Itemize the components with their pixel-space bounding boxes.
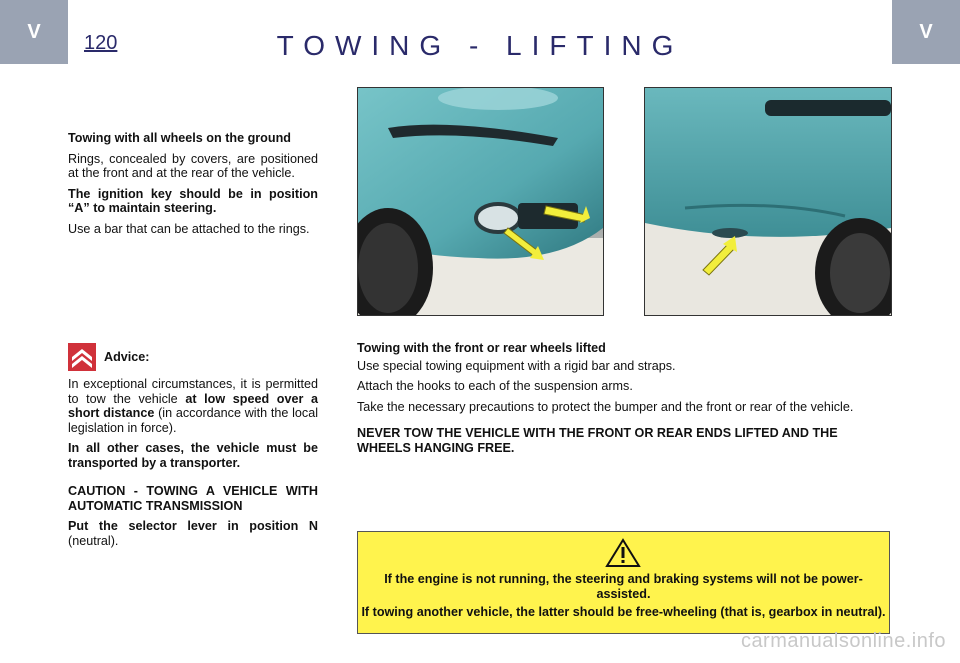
warning-triangle-icon — [605, 538, 641, 568]
advice-label: Advice: — [104, 349, 150, 364]
paragraph: Use special towing equipment with a rigid bar and straps. — [357, 358, 676, 373]
paragraph-bold: In all other cases, the vehicle must be transported by a transporter. — [68, 441, 318, 470]
section-heading: Towing with the front or rear wheels lifted — [357, 341, 606, 355]
page-number[interactable]: 120 — [84, 32, 118, 54]
section-tab-left — [0, 0, 68, 64]
page-title: TOWING - LIFTING — [276, 30, 684, 61]
rear-bumper-photo — [644, 87, 892, 316]
left-column-advice — [68, 343, 318, 554]
warning-box — [357, 531, 890, 634]
advice-paragraph — [68, 377, 318, 435]
caution-heading: CAUTION - TOWING A VEHICLE WITH AUTOMATIC TRANSMISSION — [68, 484, 318, 513]
watermark: carmanualsonline.info — [740, 630, 946, 652]
right-column — [357, 341, 891, 461]
paragraph: Attach the hooks to each of the suspension arms. — [357, 379, 633, 393]
section-tab-right — [892, 0, 960, 64]
section-letter: V — [919, 20, 933, 43]
paragraph: Take the necessary precautions to protect the bumper and the front or rear of the vehicle. — [357, 399, 854, 414]
left-column-top — [68, 131, 318, 242]
paragraph-bold: The ignition key should be in position “A” to maintain steering. — [68, 186, 318, 215]
text-bold: at low speed over a short distance — [68, 391, 318, 420]
paragraph: Rings, concealed by covers, are positioned at the front and at the rear of the vehicle. — [68, 151, 318, 180]
warning-text: NEVER TOW THE VEHICLE WITH THE FRONT OR REAR ENDS LIFTED AND THE WHEELS HANGING FREE. — [357, 426, 838, 455]
caution-paragraph — [68, 519, 318, 548]
text: (neutral). — [68, 533, 119, 548]
paragraph: Use a bar that can be attached to the rings. — [68, 221, 310, 236]
section-letter: V — [27, 20, 41, 43]
citroen-chevron-icon — [68, 343, 96, 371]
text: (in accordance with the local legislation in force). — [68, 406, 319, 435]
advice-header — [68, 343, 318, 371]
front-bumper-photo — [357, 87, 604, 316]
text: In exceptional circumstances, it is permitted to tow the vehicle — [68, 377, 318, 406]
section-heading: Towing with all wheels on the ground — [68, 131, 291, 145]
warning-line: If towing another vehicle, the latter should be free-wheeling (that is, gearbox in neutral). — [361, 605, 886, 619]
warning-line: If the engine is not running, the steering and braking systems will not be power- assisted. — [384, 572, 863, 601]
text-bold: Put the selector lever in position N — [68, 519, 318, 533]
